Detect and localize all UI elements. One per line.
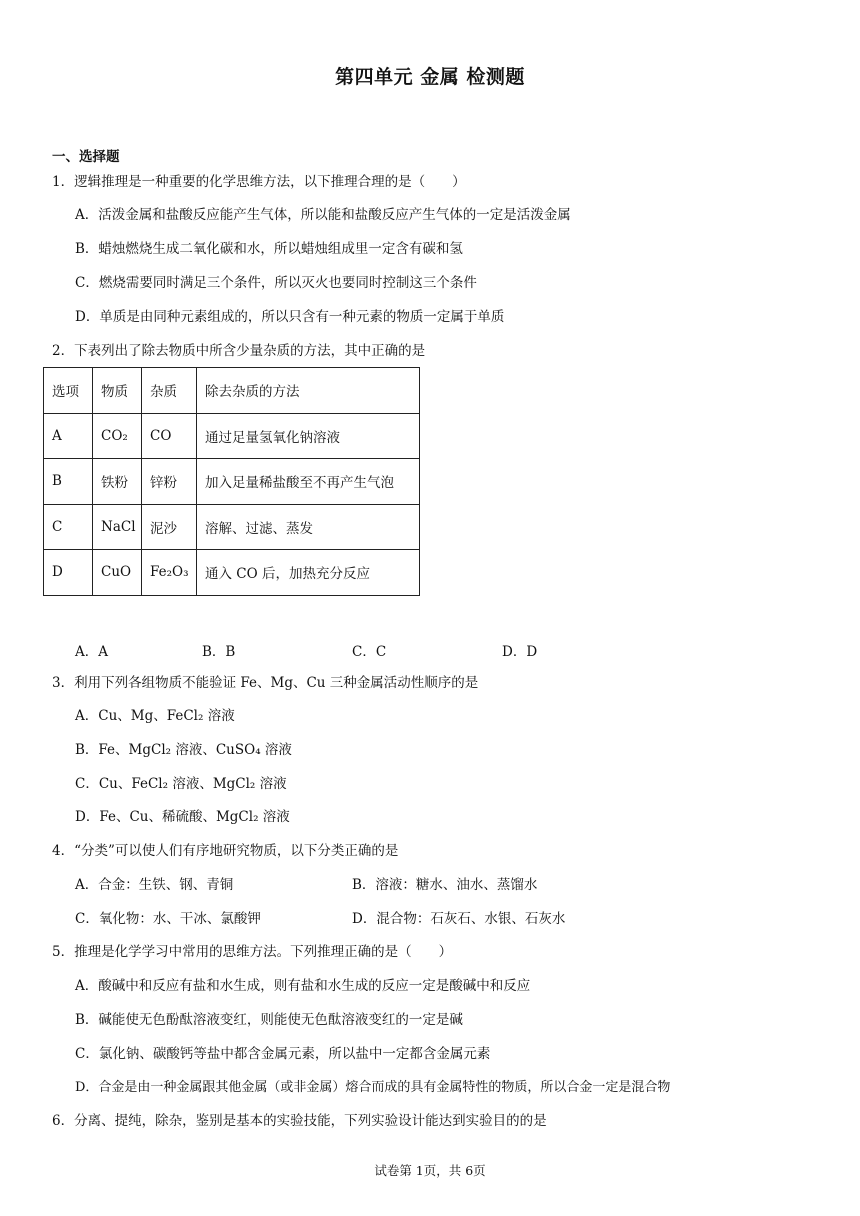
question-4-option-c: C．氧化物：水、干冰、氯酸钾 — [75, 911, 261, 927]
question-4-stem: 4．“分类”可以使人们有序地研究物质，以下分类正确的是 — [52, 843, 399, 859]
table-cell: 溶解、过滤、蒸发 — [197, 504, 420, 550]
question-1-stem: 1．逻辑推理是一种重要的化学思维方法，以下推理合理的是（ ） — [52, 174, 466, 190]
table-cell: CO₂ — [93, 413, 142, 459]
question-2-option-a: A．A — [75, 644, 108, 660]
table-header-cell: 选项 — [44, 368, 93, 414]
table-cell: CuO — [93, 550, 142, 596]
table-cell: 加入足量稀盐酸至不再产生气泡 — [197, 459, 420, 505]
question-5-option-d: D．合金是由一种金属跟其他金属（或非金属）熔合而成的具有金属特性的物质，所以合金一定是混合物 — [75, 1080, 671, 1095]
table-cell: CO — [142, 413, 197, 459]
table-row — [44, 413, 420, 459]
page-title: 第四单元 金属 检测题 — [335, 66, 525, 88]
table-cell: C — [44, 504, 93, 550]
question-3-option-d: D．Fe、Cu、稀硫酸、MgCl₂ 溶液 — [75, 809, 290, 825]
question-1-option-b: B．蜡烛燃烧生成二氧化碳和水，所以蜡烛组成里一定含有碳和氢 — [75, 241, 463, 257]
table-cell: D — [44, 550, 93, 596]
question-4-option-a: A．合金：生铁、钢、青铜 — [75, 877, 234, 893]
table-cell: 铁粉 — [93, 459, 142, 505]
question-5-option-a: A．酸碱中和反应有盐和水生成，则有盐和水生成的反应一定是酸碱中和反应 — [75, 978, 531, 994]
impurity-table — [43, 367, 420, 596]
question-6-stem: 6．分离、提纯，除杂，鉴别是基本的实验技能，下列实验设计能达到实验目的的是 — [52, 1113, 547, 1129]
question-4-option-b: B．溶液：糖水、油水、蒸馏水 — [352, 877, 538, 893]
table-header-cell: 杂质 — [142, 368, 197, 414]
table-header-cell: 除去杂质的方法 — [197, 368, 420, 414]
question-4-option-d: D．混合物：石灰石、水银、石灰水 — [352, 911, 566, 927]
question-5-stem: 5．推理是化学学习中常用的思维方法。下列推理正确的是（ ） — [52, 944, 453, 960]
table-cell: 通入 CO 后，加热充分反应 — [197, 550, 420, 596]
question-3-option-a: A．Cu、Mg、FeCl₂ 溶液 — [75, 708, 235, 724]
question-3-option-b: B．Fe、MgCl₂ 溶液、CuSO₄ 溶液 — [75, 742, 292, 758]
question-3-stem: 3．利用下列各组物质不能验证 Fe、Mg、Cu 三种金属活动性顺序的是 — [52, 675, 479, 691]
table-cell: 泥沙 — [142, 504, 197, 550]
question-1-option-d: D．单质是由同种元素组成的，所以只含有一种元素的物质一定属于单质 — [75, 309, 505, 325]
table-header-cell: 物质 — [93, 368, 142, 414]
table-cell: NaCl — [93, 504, 142, 550]
table-cell: 锌粉 — [142, 459, 197, 505]
question-2-option-c: C．C — [352, 644, 387, 660]
question-5-option-b: B．碱能使无色酚酞溶液变红，则能使无色酞溶液变红的一定是碱 — [75, 1012, 463, 1028]
question-5-option-c: C．氯化钠、碳酸钙等盐中都含金属元素，所以盐中一定都含金属元素 — [75, 1046, 491, 1062]
page-footer: 试卷第 1页，共 6页 — [374, 1163, 486, 1178]
table-cell: 通过足量氢氧化钠溶液 — [197, 413, 420, 459]
question-2-option-b: B．B — [202, 644, 236, 660]
question-3-option-c: C．Cu、FeCl₂ 溶液、MgCl₂ 溶液 — [75, 776, 287, 792]
question-2-option-d: D．D — [502, 644, 538, 660]
table-cell: A — [44, 413, 93, 459]
table-row — [44, 459, 420, 505]
question-1-option-a: A．活泼金属和盐酸反应能产生气体，所以能和盐酸反应产生气体的一定是活泼金属 — [75, 207, 571, 223]
question-1-option-c: C．燃烧需要同时满足三个条件，所以灭火也要同时控制这三个条件 — [75, 275, 477, 291]
table-row — [44, 504, 420, 550]
section-heading: 一、选择题 — [52, 149, 120, 165]
table-row — [44, 550, 420, 596]
table-cell: B — [44, 459, 93, 505]
table-header-row — [44, 368, 420, 414]
table-cell: Fe₂O₃ — [142, 550, 197, 596]
question-2-stem: 2．下表列出了除去物质中所含少量杂质的方法，其中正确的是 — [52, 343, 426, 359]
